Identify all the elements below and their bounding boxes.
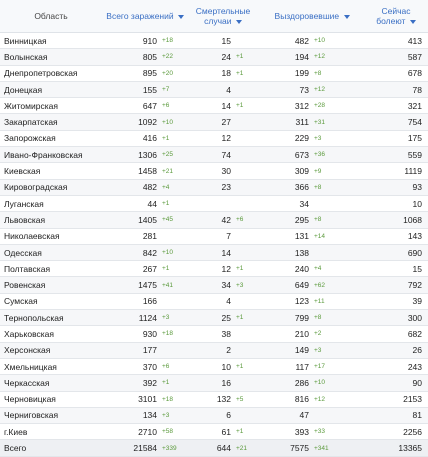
recovered-delta: +3 [312, 342, 364, 358]
region-name: Львовская [0, 212, 102, 228]
deaths: 10 [186, 358, 234, 374]
sick-now: 587 [364, 49, 428, 65]
deaths-delta: +1 [234, 49, 260, 65]
deaths: 24 [186, 49, 234, 65]
total-delta: +1 [160, 130, 186, 146]
deaths-delta [234, 407, 260, 423]
region-name: Житомирская [0, 98, 102, 114]
sick-now: 321 [364, 98, 428, 114]
deaths [186, 195, 234, 211]
total-delta: +4 [160, 179, 186, 195]
table-row [0, 33, 428, 49]
deaths-delta: +6 [234, 212, 260, 228]
deaths: 15 [186, 33, 234, 49]
total-cases: 1458 [102, 163, 160, 179]
recovered: 131 [260, 228, 312, 244]
deaths-delta [234, 342, 260, 358]
region-name: Полтавская [0, 261, 102, 277]
region-name: Запорожская [0, 130, 102, 146]
table-row [0, 130, 428, 146]
recovered-delta: +8 [312, 212, 364, 228]
deaths: 38 [186, 326, 234, 342]
deaths-delta: +3 [234, 277, 260, 293]
region-name: Ровенская [0, 277, 102, 293]
table-row [0, 163, 428, 179]
total-delta: +45 [160, 212, 186, 228]
header-total[interactable]: Всего заражений [102, 0, 186, 33]
total-delta: +1 [160, 261, 186, 277]
total-delta: +1 [160, 195, 186, 211]
deaths: 2 [186, 342, 234, 358]
recovered: 295 [260, 212, 312, 228]
total-cases: 166 [102, 293, 160, 309]
recovered-delta: +36 [312, 147, 364, 163]
region-name: Харьковская [0, 326, 102, 342]
deaths-delta [234, 293, 260, 309]
sick-now: 2256 [364, 424, 428, 440]
total-label: Всего [0, 440, 102, 456]
recovered: 366 [260, 179, 312, 195]
recovered: 673 [260, 147, 312, 163]
total-delta: +18 [160, 326, 186, 342]
table-row [0, 81, 428, 97]
total-delta: +6 [160, 358, 186, 374]
total-cases: 910 [102, 33, 160, 49]
region-name: Винницкая [0, 33, 102, 49]
recovered: 311 [260, 114, 312, 130]
region-name: Черновицкая [0, 391, 102, 407]
recovered: 816 [260, 391, 312, 407]
table-row [0, 375, 428, 391]
sick-now: 243 [364, 358, 428, 374]
table-row [0, 49, 428, 65]
header-region[interactable]: Область [0, 0, 102, 33]
deaths-delta: +1 [234, 261, 260, 277]
total-cases: 267 [102, 261, 160, 277]
deaths-delta: +21 [234, 440, 260, 456]
table-row [0, 424, 428, 440]
sort-desc-icon[interactable] [410, 20, 416, 24]
sick-now: 81 [364, 407, 428, 423]
recovered-delta: +8 [312, 310, 364, 326]
deaths-delta [234, 179, 260, 195]
deaths-delta [234, 326, 260, 342]
deaths-delta [234, 195, 260, 211]
region-name: Луганская [0, 195, 102, 211]
deaths: 42 [186, 212, 234, 228]
table-row [0, 228, 428, 244]
recovered: 393 [260, 424, 312, 440]
region-name: Николаевская [0, 228, 102, 244]
total-delta: +10 [160, 244, 186, 260]
sick-now: 90 [364, 375, 428, 391]
recovered: 47 [260, 407, 312, 423]
table-row [0, 261, 428, 277]
table-row [0, 407, 428, 423]
sick-now: 13365 [364, 440, 428, 456]
recovered-delta: +4 [312, 261, 364, 277]
recovered-delta: +12 [312, 49, 364, 65]
region-name: Закарпатская [0, 114, 102, 130]
sort-desc-icon[interactable] [178, 15, 184, 19]
recovered: 312 [260, 98, 312, 114]
total-delta: +22 [160, 49, 186, 65]
total-cases: 1475 [102, 277, 160, 293]
recovered-delta: +10 [312, 33, 364, 49]
deaths: 4 [186, 81, 234, 97]
recovered-delta: +341 [312, 440, 364, 456]
recovered: 149 [260, 342, 312, 358]
sort-desc-icon[interactable] [344, 15, 350, 19]
total-cases: 3101 [102, 391, 160, 407]
sick-now: 175 [364, 130, 428, 146]
total-delta: +3 [160, 407, 186, 423]
total-cases: 842 [102, 244, 160, 260]
recovered-delta: +14 [312, 228, 364, 244]
recovered: 229 [260, 130, 312, 146]
total-delta: +25 [160, 147, 186, 163]
recovered-delta [312, 407, 364, 423]
recovered-delta: +2 [312, 326, 364, 342]
recovered-delta [312, 195, 364, 211]
recovered-delta: +28 [312, 98, 364, 114]
region-name: г.Киев [0, 424, 102, 440]
recovered-delta: +62 [312, 277, 364, 293]
header-recovered[interactable]: Выздоровевшие [260, 0, 364, 33]
total-delta [160, 228, 186, 244]
table-row [0, 212, 428, 228]
header-sick[interactable]: Сейчас болеют [364, 0, 428, 33]
sick-now: 792 [364, 277, 428, 293]
total-delta: +6 [160, 98, 186, 114]
total-cases: 805 [102, 49, 160, 65]
recovered-delta: +12 [312, 81, 364, 97]
recovered-delta: +33 [312, 424, 364, 440]
table-row [0, 358, 428, 374]
deaths-delta [234, 114, 260, 130]
total-delta: +58 [160, 424, 186, 440]
total-cases: 134 [102, 407, 160, 423]
deaths: 12 [186, 261, 234, 277]
total-delta: +20 [160, 65, 186, 81]
recovered: 210 [260, 326, 312, 342]
deaths: 34 [186, 277, 234, 293]
recovered-delta: +17 [312, 358, 364, 374]
sick-now: 1119 [364, 163, 428, 179]
total-cases: 482 [102, 179, 160, 195]
deaths: 6 [186, 407, 234, 423]
deaths: 4 [186, 293, 234, 309]
deaths: 12 [186, 130, 234, 146]
deaths-delta [234, 244, 260, 260]
total-cases: 1092 [102, 114, 160, 130]
deaths: 74 [186, 147, 234, 163]
deaths-delta: +5 [234, 391, 260, 407]
total-cases: 1405 [102, 212, 160, 228]
total-cases: 1124 [102, 310, 160, 326]
total-cases: 647 [102, 98, 160, 114]
recovered-delta [312, 244, 364, 260]
total-row [0, 440, 428, 456]
total-delta [160, 293, 186, 309]
deaths-delta: +1 [234, 358, 260, 374]
deaths-delta [234, 375, 260, 391]
recovered-delta: +8 [312, 179, 364, 195]
sick-now: 15 [364, 261, 428, 277]
deaths: 644 [186, 440, 234, 456]
table-row [0, 65, 428, 81]
deaths-delta [234, 130, 260, 146]
total-delta: +18 [160, 391, 186, 407]
recovered-delta: +31 [312, 114, 364, 130]
deaths: 25 [186, 310, 234, 326]
region-name: Хмельницкая [0, 358, 102, 374]
total-cases: 281 [102, 228, 160, 244]
total-cases: 1306 [102, 147, 160, 163]
region-name: Сумская [0, 293, 102, 309]
total-cases: 930 [102, 326, 160, 342]
deaths-delta: +1 [234, 98, 260, 114]
recovered: 649 [260, 277, 312, 293]
total-cases: 177 [102, 342, 160, 358]
sick-now: 690 [364, 244, 428, 260]
region-name: Ивано-Франковская [0, 147, 102, 163]
recovered: 309 [260, 163, 312, 179]
deaths: 61 [186, 424, 234, 440]
region-name: Киевская [0, 163, 102, 179]
total-delta [160, 342, 186, 358]
total-cases: 44 [102, 195, 160, 211]
total-delta: +3 [160, 310, 186, 326]
sick-now: 559 [364, 147, 428, 163]
recovered: 199 [260, 65, 312, 81]
deaths: 16 [186, 375, 234, 391]
region-name: Волынская [0, 49, 102, 65]
deaths-delta [234, 163, 260, 179]
total-delta: +1 [160, 375, 186, 391]
recovered: 123 [260, 293, 312, 309]
region-name: Кировоградская [0, 179, 102, 195]
total-delta: +18 [160, 33, 186, 49]
recovered: 73 [260, 81, 312, 97]
sort-desc-icon[interactable] [236, 20, 242, 24]
deaths-delta: +1 [234, 65, 260, 81]
deaths-delta: +1 [234, 424, 260, 440]
deaths: 23 [186, 179, 234, 195]
recovered-delta: +8 [312, 65, 364, 81]
deaths: 18 [186, 65, 234, 81]
sick-now: 2153 [364, 391, 428, 407]
table-row [0, 293, 428, 309]
sick-now: 682 [364, 326, 428, 342]
total-cases: 2710 [102, 424, 160, 440]
sick-now: 26 [364, 342, 428, 358]
table-row [0, 310, 428, 326]
table-row [0, 114, 428, 130]
region-name: Одесская [0, 244, 102, 260]
recovered: 7575 [260, 440, 312, 456]
sick-now: 754 [364, 114, 428, 130]
deaths: 132 [186, 391, 234, 407]
table-row [0, 391, 428, 407]
table-row [0, 277, 428, 293]
table-row [0, 98, 428, 114]
recovered-delta: +9 [312, 163, 364, 179]
deaths: 14 [186, 98, 234, 114]
sick-now: 1068 [364, 212, 428, 228]
recovered-delta: +3 [312, 130, 364, 146]
table-row [0, 326, 428, 342]
recovered: 117 [260, 358, 312, 374]
total-cases: 392 [102, 375, 160, 391]
table-row [0, 147, 428, 163]
header-deaths[interactable]: Смертельные случаи [186, 0, 260, 33]
total-cases: 155 [102, 81, 160, 97]
recovered-delta: +11 [312, 293, 364, 309]
region-name: Донецкая [0, 81, 102, 97]
recovered: 194 [260, 49, 312, 65]
recovered-delta: +10 [312, 375, 364, 391]
deaths-delta [234, 33, 260, 49]
total-delta: +41 [160, 277, 186, 293]
sick-now: 93 [364, 179, 428, 195]
table-header [0, 0, 428, 33]
region-name: Тернопольская [0, 310, 102, 326]
sick-now: 678 [364, 65, 428, 81]
total-cases: 895 [102, 65, 160, 81]
recovered-delta: +12 [312, 391, 364, 407]
sick-now: 39 [364, 293, 428, 309]
region-name: Черкасская [0, 375, 102, 391]
sick-now: 143 [364, 228, 428, 244]
total-cases: 416 [102, 130, 160, 146]
deaths: 14 [186, 244, 234, 260]
total-delta: +339 [160, 440, 186, 456]
table-row [0, 195, 428, 211]
sick-now: 300 [364, 310, 428, 326]
region-name: Черниговская [0, 407, 102, 423]
region-name: Днепропетровская [0, 65, 102, 81]
recovered: 240 [260, 261, 312, 277]
recovered: 799 [260, 310, 312, 326]
total-cases: 21584 [102, 440, 160, 456]
deaths-delta: +1 [234, 310, 260, 326]
recovered: 286 [260, 375, 312, 391]
sick-now: 10 [364, 195, 428, 211]
table-row [0, 342, 428, 358]
total-delta: +21 [160, 163, 186, 179]
recovered: 482 [260, 33, 312, 49]
total-delta: +10 [160, 114, 186, 130]
sick-now: 413 [364, 33, 428, 49]
total-cases: 370 [102, 358, 160, 374]
deaths-delta [234, 147, 260, 163]
deaths: 7 [186, 228, 234, 244]
recovered: 138 [260, 244, 312, 260]
table-row [0, 244, 428, 260]
deaths: 30 [186, 163, 234, 179]
sick-now: 78 [364, 81, 428, 97]
deaths-delta [234, 81, 260, 97]
total-delta: +7 [160, 81, 186, 97]
table-row [0, 179, 428, 195]
region-name: Херсонская [0, 342, 102, 358]
deaths: 27 [186, 114, 234, 130]
recovered: 34 [260, 195, 312, 211]
deaths-delta [234, 228, 260, 244]
